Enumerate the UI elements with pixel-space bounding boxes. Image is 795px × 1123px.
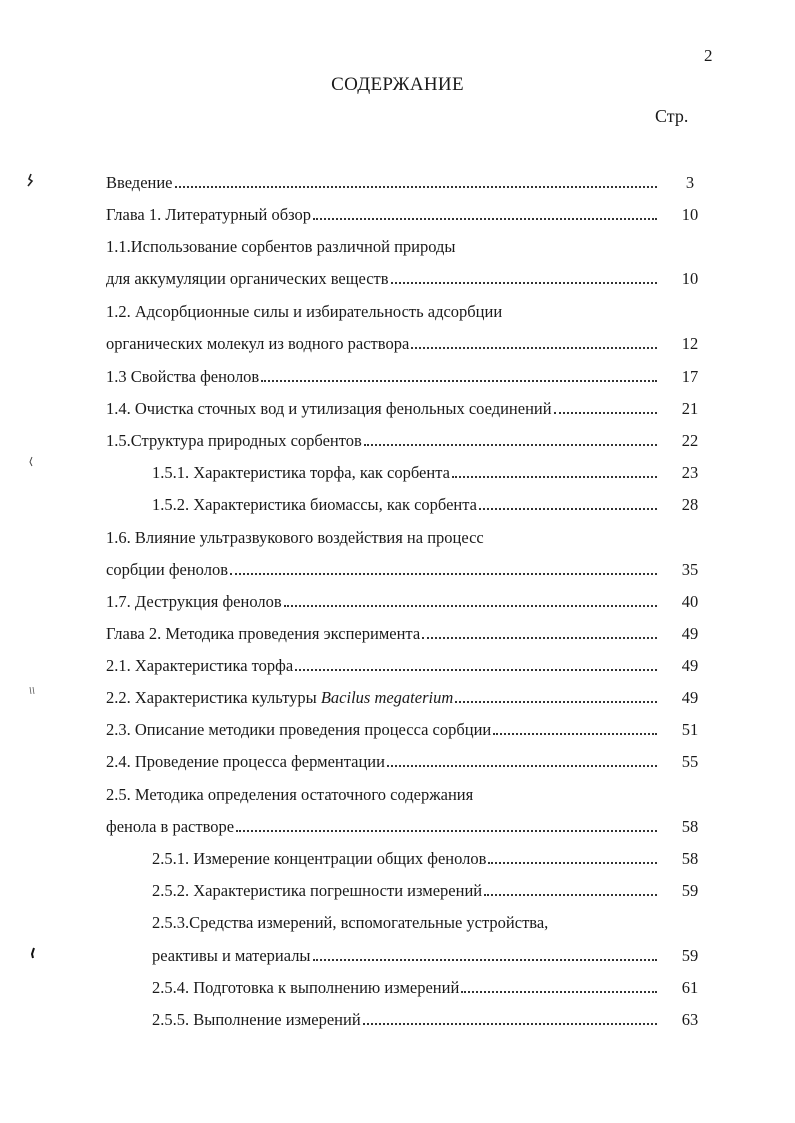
toc-entry-label <box>106 720 491 740</box>
toc-dot-leader <box>387 764 657 767</box>
toc-entry-label <box>152 946 311 966</box>
toc-page-number: 40 <box>681 592 699 611</box>
toc-page-number: 28 <box>681 495 699 514</box>
toc-entry-label <box>152 881 482 901</box>
page-column-label: Стр. <box>655 106 689 126</box>
toc-dot-leader <box>313 217 657 220</box>
toc-entry <box>106 688 657 708</box>
toc-entry-label <box>106 688 453 708</box>
toc-dot-leader <box>236 829 657 832</box>
toc-dot-leader <box>554 411 657 414</box>
toc-dot-leader <box>479 507 657 510</box>
toc-entry <box>152 978 657 998</box>
toc-entry-label <box>106 560 228 580</box>
toc-entry <box>106 720 657 740</box>
toc-entry-label <box>152 978 459 998</box>
toc-entry-text: 2.4. Проведение процесса ферментации <box>106 752 385 771</box>
toc-entry-text: 2.5.3.Средства измерений, вспомогательные устройства, <box>152 913 549 932</box>
toc-dot-leader <box>461 990 657 993</box>
toc-entry <box>106 431 657 451</box>
toc-entry-text: 2.2. Характеристика культуры <box>106 688 321 707</box>
toc-entry-text: 1.4. Очистка сточных вод и утилизация фенольных соединений <box>106 399 552 418</box>
toc-entry <box>106 205 657 225</box>
toc-entry <box>152 946 657 966</box>
toc-entry <box>106 785 657 805</box>
toc-entry-text: 2.3. Описание методики проведения процесса сорбции <box>106 720 492 739</box>
toc-page-number: 61 <box>681 978 699 997</box>
toc-entry-text: 1.7. Деструкция фенолов <box>106 592 282 611</box>
toc-dot-leader <box>484 893 657 896</box>
toc-page-number: 51 <box>681 720 699 739</box>
scan-mark <box>29 946 37 960</box>
toc-entry <box>152 913 657 933</box>
toc-entry-label <box>106 205 311 225</box>
toc-entry <box>106 334 657 354</box>
toc-entry-text: 1.2. Адсорбционные силы и избирательность адсорбции <box>106 302 503 321</box>
toc-entry <box>152 881 657 901</box>
toc-entry <box>152 495 657 515</box>
toc-page-number: 59 <box>681 946 699 965</box>
toc-entry <box>106 624 657 644</box>
toc-entry-label <box>106 302 502 322</box>
toc-entry-text: 1.5.Структура природных сорбентов <box>106 431 362 450</box>
toc-entry-text: фенола в растворе <box>106 817 235 836</box>
toc-entry <box>106 656 657 676</box>
toc-entry <box>106 817 657 837</box>
toc-entry-label <box>106 431 362 451</box>
toc-entry-label <box>106 528 484 548</box>
toc-dot-leader <box>455 700 657 703</box>
toc-dot-leader <box>422 636 657 639</box>
toc-entry-text: 2.5.5. Выполнение измерений <box>152 1010 361 1029</box>
toc-entry-italic-text: Bacilus megaterium <box>320 688 454 707</box>
toc-entry <box>152 1010 657 1030</box>
toc-page-number: 23 <box>681 463 699 482</box>
toc-entry-label <box>106 269 389 289</box>
toc-dot-leader <box>488 861 657 864</box>
toc-dot-leader <box>364 443 657 446</box>
toc-page-number: 58 <box>681 849 699 868</box>
toc-entry-label <box>152 463 450 483</box>
toc-entry-label <box>106 592 282 612</box>
toc-entry-text: 1.6. Влияние ультразвукового воздействия на процесс <box>106 528 484 547</box>
toc-entry <box>106 302 657 322</box>
toc-entry-text: Глава 2. Методика проведения эксперимента <box>106 624 421 643</box>
page-title: СОДЕРЖАНИЕ <box>331 74 464 95</box>
toc-entry-text: 2.5.4. Подготовка к выполнению измерений <box>152 978 460 997</box>
toc-dot-leader <box>313 958 657 961</box>
toc-entry-label <box>152 495 477 515</box>
toc-page-number: 49 <box>681 624 699 643</box>
toc-entry-label <box>152 849 486 869</box>
toc-dot-leader <box>411 346 657 349</box>
toc-entry-text: 2.5.2. Характеристика погрешности измерений <box>152 881 483 900</box>
toc-page-number: 59 <box>681 881 699 900</box>
toc-entry-text: 2.5. Методика определения остаточного содержания <box>106 785 474 804</box>
toc-entry-text: 1.5.2. Характеристика биомассы, как сорбента <box>152 495 477 514</box>
toc-entry <box>106 399 657 419</box>
toc-entry-label <box>106 752 385 772</box>
toc-entry <box>106 528 657 548</box>
toc-entry-label <box>106 817 234 837</box>
toc-entry-label <box>106 785 473 805</box>
toc-entry-text: 2.1. Характеристика торфа <box>106 656 294 675</box>
toc-entry-label <box>106 656 293 676</box>
toc-page-number: 10 <box>681 269 699 288</box>
scan-mark <box>26 173 34 187</box>
toc-entry-text: Введение <box>106 173 173 192</box>
toc-entry-text: для аккумуляции органических веществ <box>106 269 389 288</box>
toc-page-number: 63 <box>681 1010 699 1029</box>
toc-dot-leader <box>493 732 657 735</box>
toc-entry <box>106 560 657 580</box>
toc-entry-label <box>152 913 548 933</box>
toc-page-number: 49 <box>681 688 699 707</box>
toc-entry-text: 2.5.1. Измерение концентрации общих фенолов <box>152 849 487 868</box>
scan-mark <box>28 683 36 697</box>
toc-entry-text: реактивы и материалы <box>152 946 311 965</box>
toc-entry-text: сорбции фенолов <box>106 560 228 579</box>
toc-entry-label <box>106 334 409 354</box>
toc-page-number: 35 <box>681 560 699 579</box>
toc-entry <box>106 173 657 193</box>
toc-entry <box>152 463 657 483</box>
toc-entry <box>106 752 657 772</box>
toc-dot-leader <box>452 475 657 478</box>
toc-dot-leader <box>284 604 657 607</box>
toc-entry <box>106 592 657 612</box>
toc-entry <box>106 237 657 257</box>
toc-entry-text: Глава 1. Литературный обзор <box>106 205 312 224</box>
toc-page-number: 58 <box>681 817 699 836</box>
toc-page-number: 55 <box>681 752 699 771</box>
toc-entry-text: 1.3 Свойства фенолов <box>106 367 260 386</box>
toc-dot-leader <box>230 572 657 575</box>
toc-dot-leader <box>261 379 657 382</box>
toc-entry-label <box>152 1010 361 1030</box>
toc-dot-leader <box>391 281 657 284</box>
toc-dot-leader <box>363 1022 657 1025</box>
toc-page-number: 17 <box>681 367 699 386</box>
toc-entry-label <box>106 624 420 644</box>
toc-entry-label <box>106 237 456 257</box>
page-number: 2 <box>704 46 713 65</box>
scan-mark <box>27 455 35 469</box>
toc-dot-leader <box>175 185 657 188</box>
toc-dot-leader <box>295 668 657 671</box>
toc-page-number: 12 <box>681 334 699 353</box>
toc-entry <box>152 849 657 869</box>
toc-entry-label <box>106 173 173 193</box>
toc-entry <box>106 367 657 387</box>
toc-page-number: 10 <box>681 205 699 224</box>
toc-page-number: 49 <box>681 656 699 675</box>
toc-entry-text: 1.1.Использование сорбентов различной природы <box>106 237 456 256</box>
toc-entry-label <box>106 399 552 419</box>
toc-entry-label <box>106 367 259 387</box>
toc-page-number: 22 <box>681 431 699 450</box>
toc-entry <box>106 269 657 289</box>
toc-page-number: 3 <box>685 173 695 192</box>
toc-entry-text: органических молекул из водного раствора <box>106 334 410 353</box>
toc-entry-text: 1.5.1. Характеристика торфа, как сорбента <box>152 463 450 482</box>
toc-page-number: 21 <box>681 399 699 418</box>
